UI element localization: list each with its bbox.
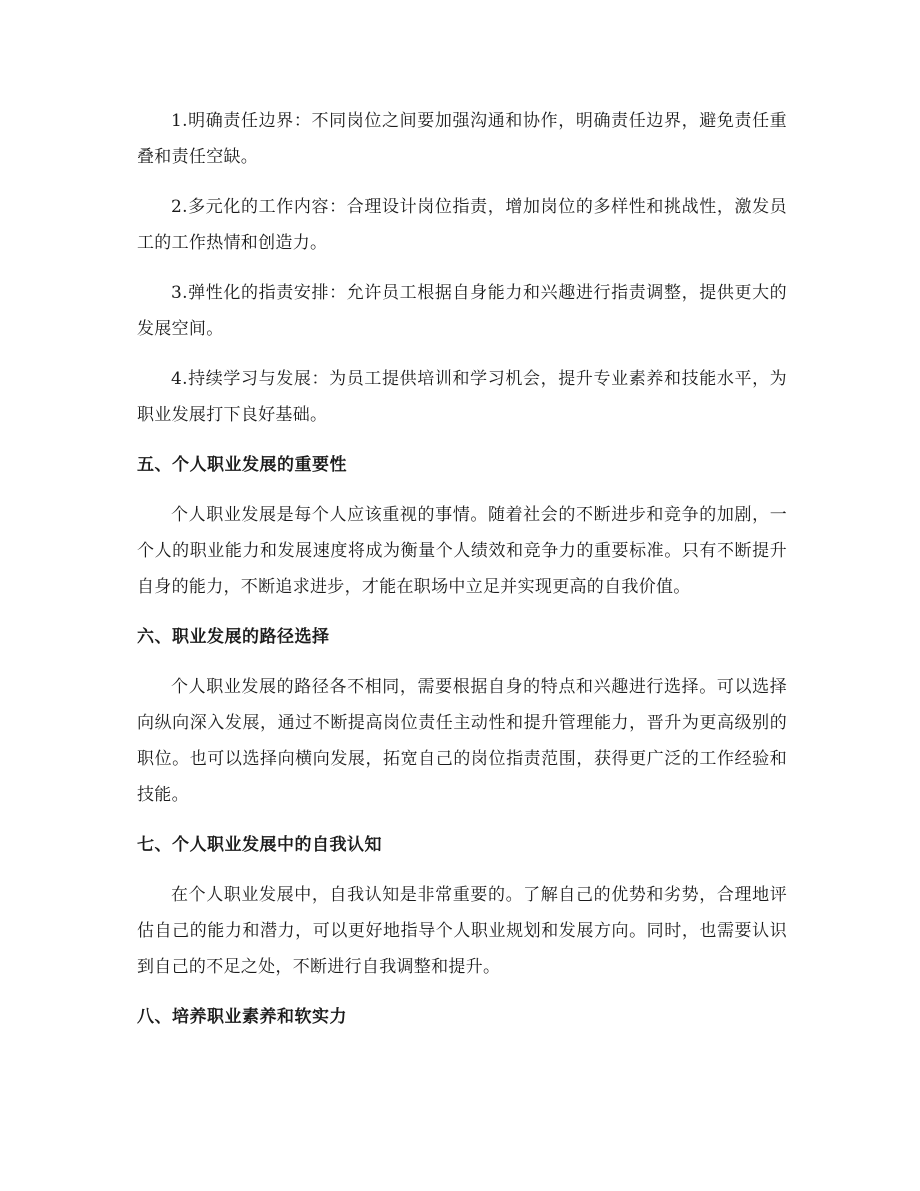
list-item-3: 3.弹性化的指责安排：允许员工根据自身能力和兴趣进行指责调整，提供更大的发展空间。	[137, 283, 787, 339]
section-heading-7: 七、个人职业发展中的自我认知	[137, 835, 382, 855]
list-item-2: 2.多元化的工作内容：合理设计岗位指责，增加岗位的多样性和挑战性，激发员工的工作热情和创造力。	[137, 197, 787, 253]
list-item-4: 4.持续学习与发展：为员工提供培训和学习机会，提升专业素养和技能水平，为职业发展打下良好基础。	[137, 369, 787, 425]
section-body-6: 个人职业发展的路径各不相同，需要根据自身的特点和兴趣进行选择。可以选择向纵向深入发展，通过不断提高岗位责任主动性和提升管理能力，晋升为更高级别的职位。也可以选择向横向发展，拓宽自己的岗位指责范围，获得更广泛的工作经验和技能。	[137, 677, 787, 805]
document-content	[137, 103, 787, 1049]
section-heading-5: 五、个人职业发展的重要性	[137, 455, 347, 475]
section-heading-6: 六、职业发展的路径选择	[137, 627, 330, 647]
section-body-5: 个人职业发展是每个人应该重视的事情。随着社会的不断进步和竞争的加剧，一个人的职业能力和发展速度将成为衡量个人绩效和竞争力的重要标准。只有不断提升自身的能力，不断追求进步，才能在职场中立足并实现更高的自我价值。	[137, 505, 787, 597]
section-body-7: 在个人职业发展中，自我认知是非常重要的。了解自己的优势和劣势，合理地评估自己的能力和潜力，可以更好地指导个人职业规划和发展方向。同时，也需要认识到自己的不足之处，不断进行自我调整和提升。	[137, 885, 787, 977]
section-heading-8: 八、培养职业素养和软实力	[137, 1007, 347, 1027]
list-item-1: 1.明确责任边界：不同岗位之间要加强沟通和协作，明确责任边界，避免责任重叠和责任空缺。	[137, 111, 787, 167]
